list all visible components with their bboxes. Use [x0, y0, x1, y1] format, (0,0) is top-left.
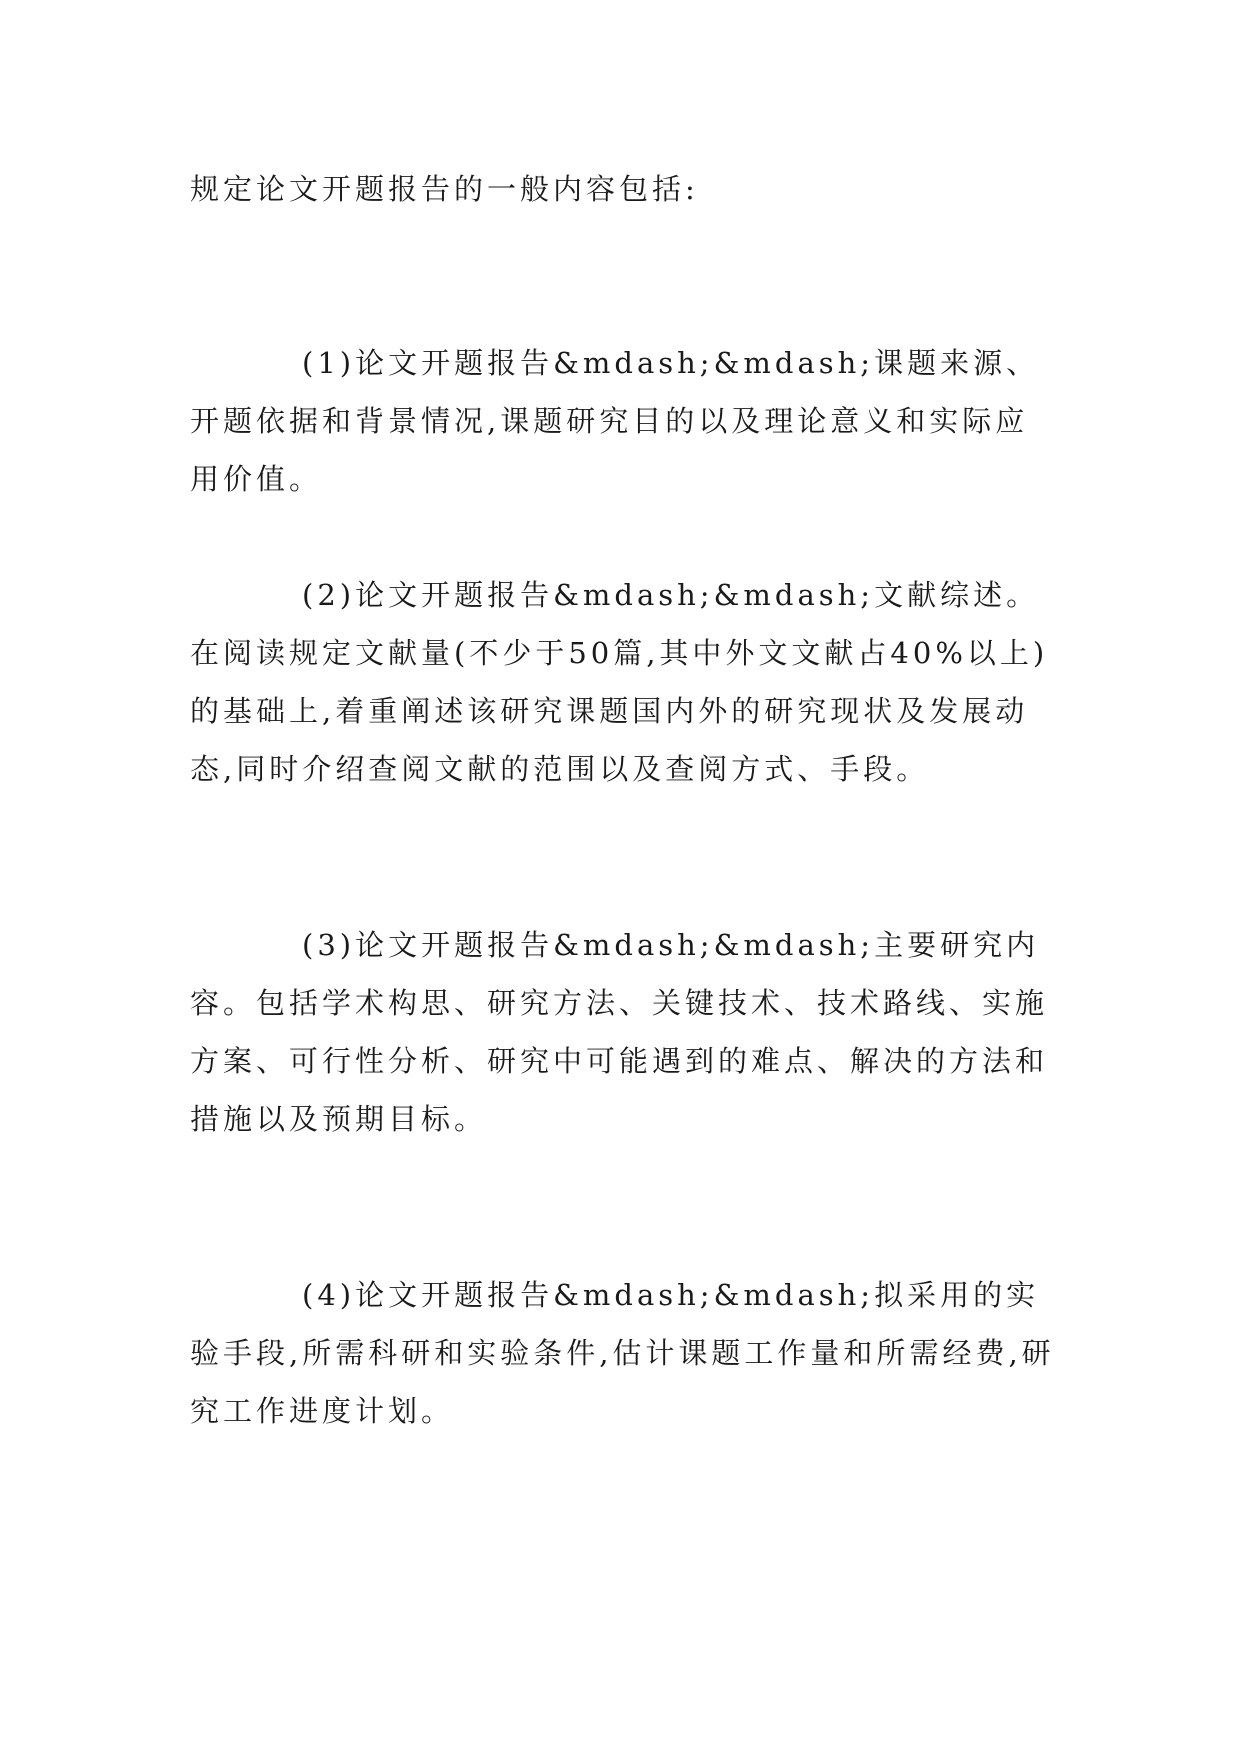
paragraph-2: (2)论文开题报告&mdash;&mdash;文献综述。在阅读规定文献量(不少于50篇,其中外文文献占40%以上)的基础上,着重阐述该研究课题国内外的研究现状及发展动态,同时介绍查阅文献的范围以及查阅方式、手段。	[190, 578, 1049, 786]
intro-paragraph: 规定论文开题报告的一般内容包括:	[190, 172, 699, 206]
paragraph-1: (1)论文开题报告&mdash;&mdash;课题来源、开题依据和背景情况,课题研究目的以及理论意义和实际应用价值。	[190, 346, 1040, 496]
paragraph-4: (4)论文开题报告&mdash;&mdash;拟采用的实验手段,所需科研和实验条件,估计课题工作量和所需经费,研究工作进度计划。	[190, 1278, 1055, 1428]
paragraph-3: (3)论文开题报告&mdash;&mdash;主要研究内容。包括学术构思、研究方法、关键技术、技术路线、实施方案、可行性分析、研究中可能遇到的难点、解决的方法和措施以及预期目标。	[190, 928, 1049, 1136]
